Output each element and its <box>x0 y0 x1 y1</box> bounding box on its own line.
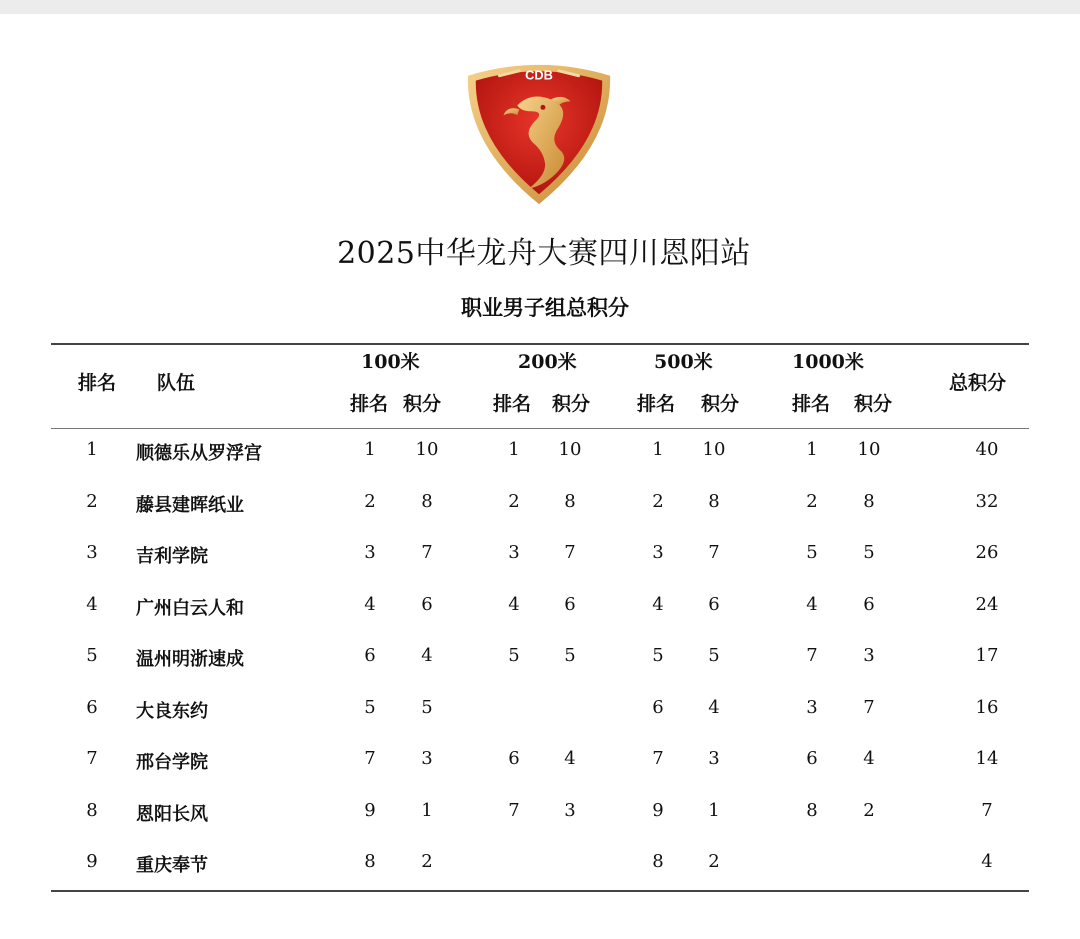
cell-total: 24 <box>975 593 999 615</box>
page-title: 2025中华龙舟大赛四川恩阳站 <box>337 236 751 271</box>
cell-rank-500: 3 <box>652 542 664 563</box>
cell-points-1000: 6 <box>863 593 875 615</box>
cell-rank: 6 <box>86 696 98 718</box>
cell-team: 吉利学院 <box>136 546 208 567</box>
cell-rank-500: 7 <box>652 748 664 769</box>
header-total: 总积分 <box>949 372 1007 394</box>
cell-points-200: 4 <box>564 748 576 769</box>
cell-rank-200: 5 <box>508 645 520 666</box>
subheader-rank-200: 排名 <box>493 393 532 415</box>
table-top-rule <box>51 343 1029 345</box>
cell-points-500: 8 <box>708 490 720 512</box>
cell-team: 邢台学院 <box>136 752 208 773</box>
cell-rank-100: 2 <box>364 490 376 512</box>
subheader-rank-100: 排名 <box>350 393 389 415</box>
cell-rank: 5 <box>86 645 98 666</box>
cell-team: 重庆奉节 <box>136 855 208 876</box>
cell-total: 14 <box>975 748 999 769</box>
cell-points-100: 5 <box>421 696 433 718</box>
cell-total: 26 <box>975 542 999 563</box>
cell-rank-500: 9 <box>652 799 664 821</box>
cell-points-1000: 2 <box>863 799 875 821</box>
cell-points-500: 10 <box>702 439 726 460</box>
cell-rank-500: 2 <box>652 490 664 512</box>
header-distance-1000: 1000米 <box>792 351 864 373</box>
header-rank: 排名 <box>78 372 117 394</box>
cell-rank: 3 <box>86 542 98 563</box>
cell-rank-200: 7 <box>508 799 520 821</box>
cell-rank-1000: 4 <box>806 593 818 615</box>
header-distance-200: 200米 <box>518 351 577 373</box>
cell-rank-500: 1 <box>652 439 664 460</box>
cell-points-1000: 8 <box>863 490 875 512</box>
cell-team: 广州白云人和 <box>136 597 244 619</box>
cell-points-1000: 4 <box>863 748 875 769</box>
dragon-shield-logo <box>460 54 618 212</box>
cell-total: 16 <box>975 696 999 718</box>
cell-rank-100: 9 <box>364 799 376 821</box>
cell-rank-1000: 1 <box>806 439 818 460</box>
cell-rank: 2 <box>86 490 98 512</box>
subheader-points-100: 积分 <box>403 393 442 415</box>
subheader-points-1000: 积分 <box>854 393 893 415</box>
cell-rank: 1 <box>86 439 98 460</box>
cell-rank-500: 6 <box>652 696 664 718</box>
subheader-rank-1000: 排名 <box>792 393 831 415</box>
cell-rank-100: 8 <box>364 851 376 872</box>
cell-points-500: 7 <box>708 542 720 563</box>
cell-rank-200: 2 <box>508 490 520 512</box>
cell-rank-100: 5 <box>364 696 376 718</box>
cell-rank-200: 6 <box>508 748 520 769</box>
cell-points-500: 3 <box>708 748 720 769</box>
cell-rank-1000: 3 <box>806 696 818 718</box>
cell-points-1000: 3 <box>863 645 875 666</box>
cell-rank-500: 5 <box>652 645 664 666</box>
cell-points-1000: 10 <box>857 439 881 460</box>
cell-rank-100: 7 <box>364 748 376 769</box>
cell-total: 4 <box>981 851 993 872</box>
cell-points-100: 1 <box>421 799 433 821</box>
cell-rank-500: 4 <box>652 593 664 615</box>
cell-rank: 8 <box>86 799 98 821</box>
cell-rank-100: 1 <box>364 439 376 460</box>
logo-text: CDB <box>525 67 553 83</box>
cell-points-100: 8 <box>421 490 433 512</box>
cell-rank-200: 3 <box>508 542 520 563</box>
cell-points-100: 7 <box>421 542 433 563</box>
cell-team: 顺德乐从罗浮宫 <box>136 443 262 464</box>
cell-rank: 9 <box>86 851 98 872</box>
cell-rank-200: 1 <box>508 439 520 460</box>
cell-rank-1000: 8 <box>806 799 818 821</box>
cell-points-200: 5 <box>564 645 576 666</box>
cell-rank-500: 8 <box>652 851 664 872</box>
cell-team: 恩阳长风 <box>136 803 208 825</box>
cell-points-100: 10 <box>415 439 439 460</box>
page-subtitle: 职业男子组总积分 <box>461 295 629 320</box>
cell-points-500: 4 <box>708 696 720 718</box>
cell-team: 藤县建晖纸业 <box>136 494 244 516</box>
cell-points-100: 2 <box>421 851 433 872</box>
cell-rank-1000: 6 <box>806 748 818 769</box>
cell-rank-200: 4 <box>508 593 520 615</box>
cell-team: 大良东约 <box>136 700 208 722</box>
cell-points-200: 8 <box>564 490 576 512</box>
cell-points-1000: 5 <box>863 542 875 563</box>
cell-points-200: 6 <box>564 593 576 615</box>
cell-rank-1000: 7 <box>806 645 818 666</box>
cell-rank-100: 6 <box>364 645 376 666</box>
cell-rank: 7 <box>86 748 98 769</box>
cell-points-200: 10 <box>558 439 582 460</box>
header-team: 队伍 <box>157 372 196 394</box>
cell-total: 7 <box>981 799 993 821</box>
cell-total: 32 <box>975 490 999 512</box>
cell-points-500: 1 <box>708 799 720 821</box>
subheader-rank-500: 排名 <box>637 393 676 415</box>
cell-points-500: 2 <box>708 851 720 872</box>
header-distance-100: 100米 <box>361 351 420 373</box>
cell-total: 40 <box>975 439 999 460</box>
cell-points-100: 3 <box>421 748 433 769</box>
cell-rank-1000: 2 <box>806 490 818 512</box>
cell-points-500: 6 <box>708 593 720 615</box>
cell-points-200: 3 <box>564 799 576 821</box>
cell-points-100: 4 <box>421 645 433 666</box>
subheader-points-200: 积分 <box>552 393 591 415</box>
subheader-points-500: 积分 <box>701 393 740 415</box>
table-bottom-rule <box>51 890 1029 892</box>
header-distance-500: 500米 <box>654 351 713 373</box>
top-bar <box>0 0 1080 14</box>
table-header-rule <box>51 428 1029 429</box>
cell-total: 17 <box>975 645 999 666</box>
cell-team: 温州明浙速成 <box>136 649 244 670</box>
cell-points-100: 6 <box>421 593 433 615</box>
cell-points-500: 5 <box>708 645 720 666</box>
cell-rank-100: 3 <box>364 542 376 563</box>
cell-points-1000: 7 <box>863 696 875 718</box>
cell-rank-1000: 5 <box>806 542 818 563</box>
cell-rank-100: 4 <box>364 593 376 615</box>
cell-rank: 4 <box>86 593 98 615</box>
cell-points-200: 7 <box>564 542 576 563</box>
